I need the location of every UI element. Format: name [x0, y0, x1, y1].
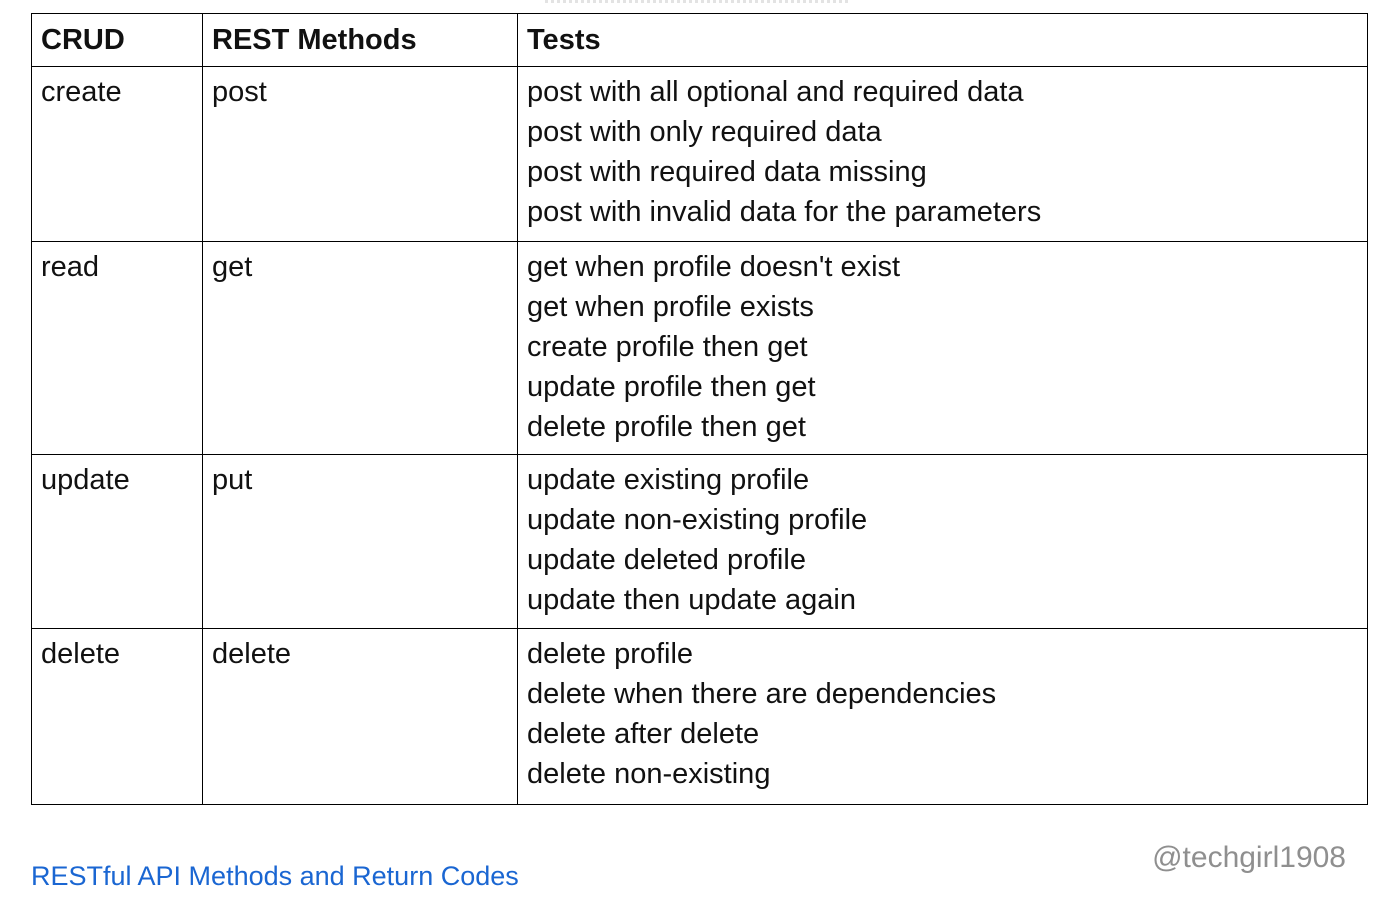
- table-header-row: [32, 14, 1368, 67]
- table-row-delete: [32, 629, 1368, 805]
- test-line: update then update again: [527, 584, 856, 616]
- footer-link[interactable]: RESTful API Methods and Return Codes: [31, 861, 519, 891]
- test-line: post with only required data: [527, 116, 882, 148]
- test-line: create profile then get: [527, 331, 808, 363]
- tests-cell: [518, 455, 1368, 629]
- top-edge-artifact: [545, 0, 848, 3]
- test-line: update profile then get: [527, 371, 816, 403]
- header-tests: Tests: [518, 14, 1368, 67]
- method-cell: delete: [203, 629, 518, 805]
- test-line: delete profile: [527, 638, 694, 670]
- table-row-create: [32, 67, 1368, 242]
- crud-cell: delete: [32, 629, 203, 805]
- method-cell: put: [203, 455, 518, 629]
- test-line: get when profile exists: [527, 291, 814, 323]
- method-cell: get: [203, 242, 518, 455]
- test-line: delete when there are dependencies: [527, 678, 997, 710]
- test-line: post with all optional and required data: [527, 76, 1024, 108]
- crud-cell: create: [32, 67, 203, 242]
- test-line: update non-existing profile: [527, 504, 868, 536]
- crud-cell: update: [32, 455, 203, 629]
- tests-cell: [518, 67, 1368, 242]
- header-crud: CRUD: [32, 14, 203, 67]
- crud-rest-tests-table: [31, 13, 1368, 805]
- tests-cell: [518, 629, 1368, 805]
- test-line: get when profile doesn't exist: [527, 251, 901, 283]
- header-rest-methods: REST Methods: [203, 14, 518, 67]
- method-cell: post: [203, 67, 518, 242]
- test-line: update existing profile: [527, 464, 810, 496]
- test-line: post with invalid data for the parameters: [527, 196, 1042, 228]
- test-line: delete after delete: [527, 718, 760, 750]
- table-row-update: [32, 455, 1368, 629]
- test-line: post with required data missing: [527, 156, 927, 188]
- test-line: update deleted profile: [527, 544, 806, 576]
- table-row-read: [32, 242, 1368, 455]
- test-line: delete profile then get: [527, 411, 806, 443]
- test-line: delete non-existing: [527, 758, 771, 790]
- crud-cell: read: [32, 242, 203, 455]
- tests-cell: [518, 242, 1368, 455]
- watermark-handle: @techgirl1908: [1152, 841, 1346, 874]
